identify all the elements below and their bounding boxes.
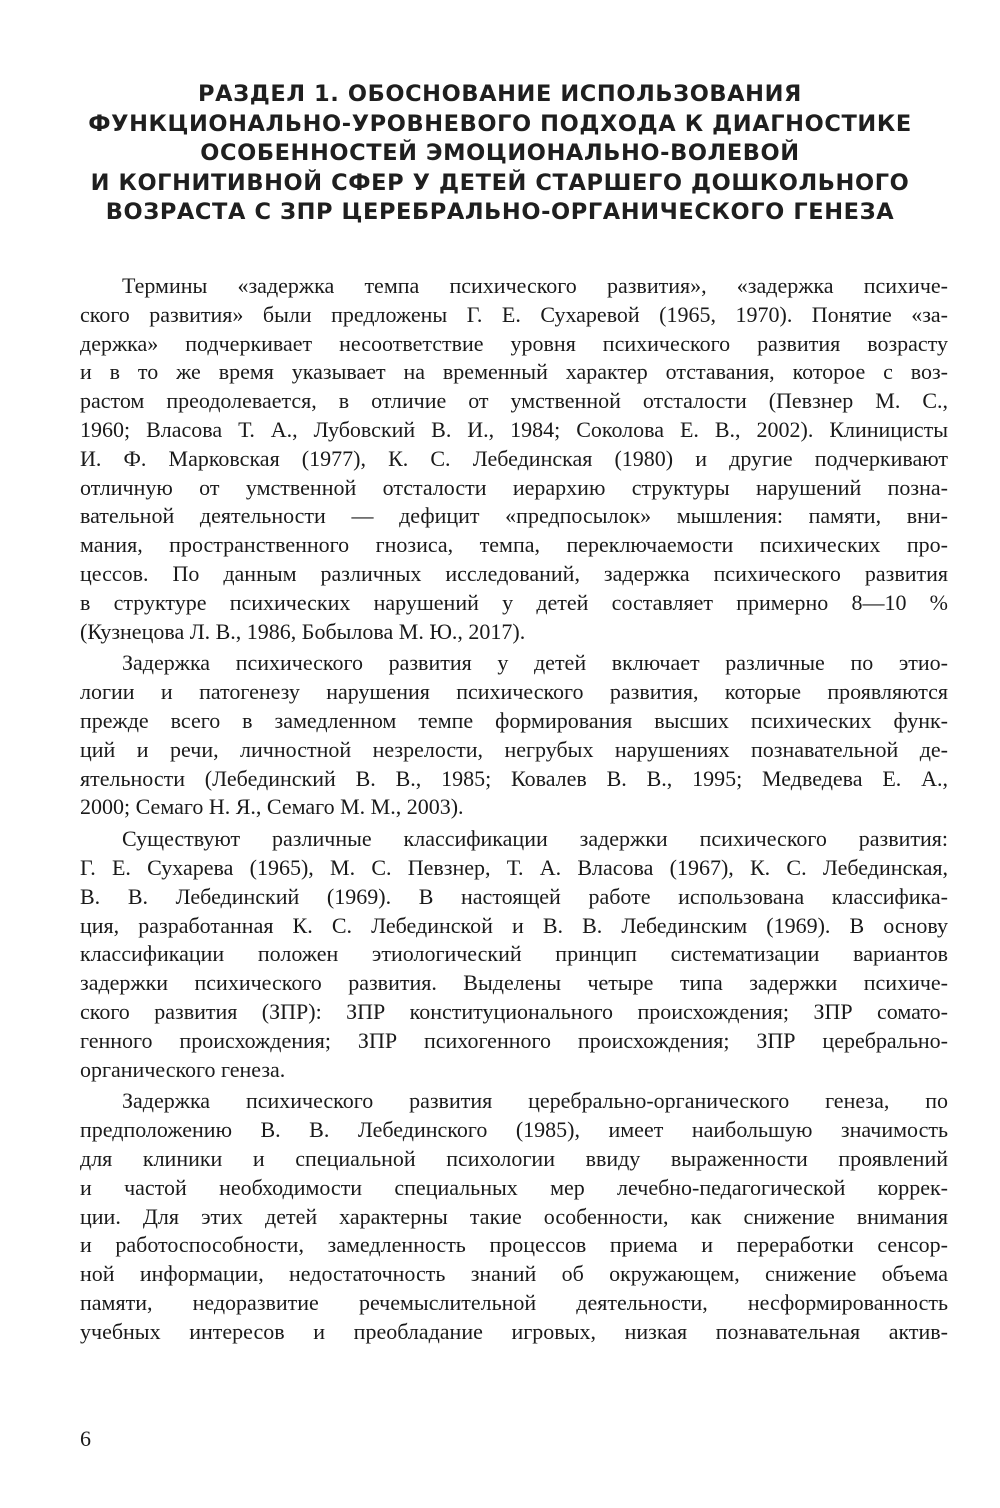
text-line: В. В. Лебединский (1969). В настоящей работе использована классифика- bbox=[80, 883, 948, 909]
text-line: Задержка психического развития у детей включает различные по этио- bbox=[122, 650, 948, 676]
text-line: (Кузнецова Л. В., 1986, Бобылова М. Ю., 2017). bbox=[80, 618, 526, 644]
text-line: держка» подчеркивает несоответствие уровня психического развития возрасту bbox=[80, 330, 948, 356]
text-line: ции. Для этих детей характерны такие особенности, как снижение внимания bbox=[80, 1203, 948, 1229]
text-line: органического генеза. bbox=[80, 1056, 286, 1082]
text-line: ского развития» были предложены Г. Е. Сухаревой (1965, 1970). Понятие «за- bbox=[80, 301, 948, 327]
body-paragraph bbox=[80, 825, 948, 1084]
body-paragraph bbox=[80, 649, 948, 822]
body-paragraph bbox=[80, 1087, 948, 1346]
text-line: и частой необходимости специальных мер лечебно-педагогической коррек- bbox=[80, 1174, 948, 1200]
text-line: Термины «задержка темпа психического развития», «задержка психиче- bbox=[122, 273, 948, 298]
text-line: классификации положен этиологический принцип систематизации вариантов bbox=[80, 941, 948, 967]
text-line: 1960; Власова Т. А., Лубовский В. И., 1984; Соколова Е. В., 2002). Клиницисты bbox=[80, 416, 948, 442]
text-line: задержки психического развития. Выделены четыре типа задержки психиче- bbox=[80, 970, 948, 996]
text-line: ций и речи, личностной незрелости, негрубых нарушениях познавательной де- bbox=[80, 736, 948, 762]
text-line: ной информации, недостаточность знаний об окружающем, снижение объема bbox=[80, 1261, 948, 1287]
text-line: цессов. По данным различных исследований, задержка психического развития bbox=[80, 560, 948, 586]
text-line: ция, разработанная К. С. Лебединской и В. В. Лебединским (1969). В основу bbox=[80, 912, 948, 938]
text-line: отличную от умственной отсталости иерархию структуры нарушений позна- bbox=[80, 474, 948, 500]
heading-line: ВОЗРАСТА С ЗПР ЦЕРЕБРАЛЬНО-ОРГАНИЧЕСКОГО ГЕНЕЗА bbox=[105, 199, 895, 225]
text-line: памяти, недоразвитие речемыслительной деятельности, несформированность bbox=[80, 1289, 948, 1315]
page-number: 6 bbox=[80, 1426, 91, 1451]
text-line: прежде всего в замедленном темпе формирования высших психических функ- bbox=[80, 707, 948, 733]
text-line: растом преодолевается, в отличие от умственной отсталости (Певзнер М. С., bbox=[80, 388, 948, 414]
heading-line: ОСОБЕННОСТЕЙ ЭМОЦИОНАЛЬНО-ВОЛЕВОЙ bbox=[200, 140, 800, 166]
text-line: логии и патогенезу нарушения психического развития, которые проявляются bbox=[80, 679, 948, 705]
heading-line: ФУНКЦИОНАЛЬНО-УРОВНЕВОГО ПОДХОДА К ДИАГНОСТИКЕ bbox=[88, 110, 912, 137]
text-line: Г. Е. Сухарева (1965), М. С. Певзнер, Т. А. Власова (1967), К. С. Лебединская, bbox=[80, 854, 948, 880]
heading-line: И КОГНИТИВНОЙ СФЕР У ДЕТЕЙ СТАРШЕГО ДОШКОЛЬНОГО bbox=[90, 169, 910, 196]
text-line: мания, пространственного гнозиса, темпа, переключаемости психических про- bbox=[80, 532, 948, 558]
text-line: предположению В. В. Лебединского (1985), имеет наибольшую значимость bbox=[80, 1117, 948, 1143]
heading-line: РАЗДЕЛ 1. ОБОСНОВАНИЕ ИСПОЛЬЗОВАНИЯ bbox=[198, 81, 802, 107]
text-line: учебных интересов и преобладание игровых, низкая познавательная актив- bbox=[80, 1318, 948, 1344]
text-line: генного происхождения; ЗПР психогенного происхождения; ЗПР церебрально- bbox=[80, 1027, 948, 1053]
text-line: ского развития (ЗПР): ЗПР конституционального происхождения; ЗПР сомато- bbox=[80, 998, 948, 1024]
text-line: Существуют различные классификации задержки психического развития: bbox=[122, 826, 948, 852]
text-line: И. Ф. Марковская (1977), К. С. Лебединская (1980) и другие подчеркивают bbox=[80, 445, 948, 471]
text-line: 2000; Семаго Н. Я., Семаго М. М., 2003). bbox=[80, 794, 464, 820]
body-paragraph bbox=[80, 272, 948, 646]
text-line: ятельности (Лебединский В. В., 1985; Ковалев В. В., 1995; Медведева Е. А., bbox=[80, 765, 948, 791]
text-line: в структуре психических нарушений у детей составляет примерно 8—10 % bbox=[80, 589, 948, 615]
text-line: для клиники и специальной психологии ввиду выраженности проявлений bbox=[80, 1145, 948, 1171]
text-line: и в то же время указывает на временный характер отставания, которое с воз- bbox=[80, 359, 948, 385]
section-heading bbox=[40, 80, 960, 228]
text-line: и работоспособности, замедленность процессов приема и переработки сенсор- bbox=[80, 1232, 948, 1258]
text-line: вательной деятельности — дефицит «предпосылок» мышления: памяти, вни- bbox=[80, 503, 948, 529]
body-text bbox=[80, 272, 948, 1346]
text-line: Задержка психического развития церебрально-органического генеза, по bbox=[122, 1088, 948, 1114]
